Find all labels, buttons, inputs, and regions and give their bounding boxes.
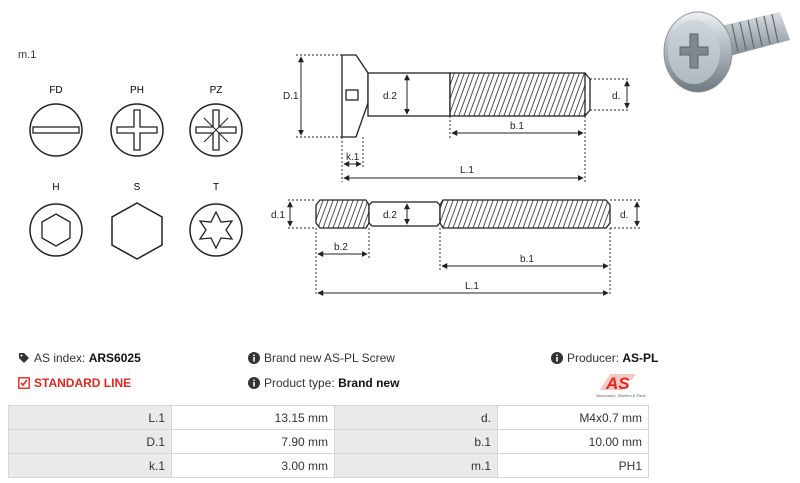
drive-icon-ph bbox=[111, 85, 163, 156]
drive-icon-h bbox=[30, 182, 82, 256]
spec-label: m.1 bbox=[335, 454, 498, 478]
spec-value: 7.90 mm bbox=[172, 430, 335, 454]
spec-value: 13.15 mm bbox=[172, 406, 335, 430]
spec-value: 10.00 mm bbox=[498, 430, 649, 454]
logo-tagline: Alternators, Starters & Parts bbox=[596, 393, 646, 398]
as-index bbox=[18, 351, 141, 365]
dim-label-d: d. bbox=[612, 91, 621, 102]
product-type bbox=[248, 376, 399, 390]
head-variant-label: m.1 bbox=[18, 49, 37, 61]
producer bbox=[551, 351, 658, 365]
spec-label: D.1 bbox=[9, 430, 172, 454]
dim-label-b2: b.2 bbox=[334, 242, 348, 253]
as-logo-icon bbox=[596, 372, 650, 398]
standard-line-text: STANDARD LINE bbox=[34, 376, 132, 390]
drive-icon-pz bbox=[190, 85, 242, 156]
spec-label: L.1 bbox=[9, 406, 172, 430]
spec-label: b.1 bbox=[335, 430, 498, 454]
producer-value: AS-PL bbox=[622, 351, 659, 365]
info-icon bbox=[551, 352, 563, 364]
dim-label-k1: k.1 bbox=[346, 152, 360, 163]
drive-icon-fd bbox=[30, 85, 82, 156]
product-type-value: Brand new bbox=[338, 376, 400, 390]
spec-label: d. bbox=[335, 406, 498, 430]
drive-icon-s bbox=[112, 182, 162, 259]
spec-value: 3.00 mm bbox=[172, 454, 335, 478]
dim-label-d2-bottom: d.2 bbox=[383, 210, 397, 221]
table-row bbox=[9, 430, 649, 454]
specs-table bbox=[8, 405, 649, 478]
dim-label-d-bottom: d. bbox=[620, 210, 629, 221]
spec-value: PH1 bbox=[498, 454, 649, 478]
logo-text: AS bbox=[606, 374, 630, 393]
producer-label: Producer: bbox=[567, 351, 620, 365]
product-description bbox=[248, 351, 395, 365]
checkbox-checked-icon bbox=[18, 377, 30, 389]
tag-icon bbox=[18, 352, 30, 364]
product-type-label: Product type: bbox=[264, 376, 335, 390]
table-row bbox=[9, 406, 649, 430]
drive-label-ph: PH bbox=[130, 85, 144, 96]
as-index-label: AS index: bbox=[34, 351, 86, 365]
table-row bbox=[9, 454, 649, 478]
info-icon bbox=[248, 352, 260, 364]
dim-label-L1: L.1 bbox=[460, 165, 474, 176]
dim-label-b1: b.1 bbox=[510, 121, 524, 132]
drive-label-t: T bbox=[212, 182, 220, 193]
dim-label-L1-bottom: L.1 bbox=[465, 281, 479, 292]
drive-icon-t bbox=[190, 182, 242, 256]
description-text: Brand new AS-PL Screw bbox=[264, 351, 395, 365]
standard-line-badge bbox=[18, 376, 131, 390]
drive-label-s: S bbox=[133, 182, 141, 193]
info-icon bbox=[248, 377, 260, 389]
dim-label-d1: d.1 bbox=[271, 210, 285, 221]
spec-value: M4x0.7 mm bbox=[498, 406, 649, 430]
dim-label-D1: D.1 bbox=[283, 91, 299, 102]
dim-label-d2: d.2 bbox=[383, 91, 397, 102]
drive-label-h: H bbox=[52, 182, 60, 193]
as-pl-logo bbox=[596, 372, 650, 398]
spec-label: k.1 bbox=[9, 454, 172, 478]
drive-label-pz: PZ bbox=[209, 85, 223, 96]
drive-label-fd: FD bbox=[49, 85, 63, 96]
as-index-value: ARS6025 bbox=[88, 351, 141, 365]
dim-label-b1-bottom: b.1 bbox=[520, 254, 534, 265]
product-photo bbox=[664, 12, 790, 92]
